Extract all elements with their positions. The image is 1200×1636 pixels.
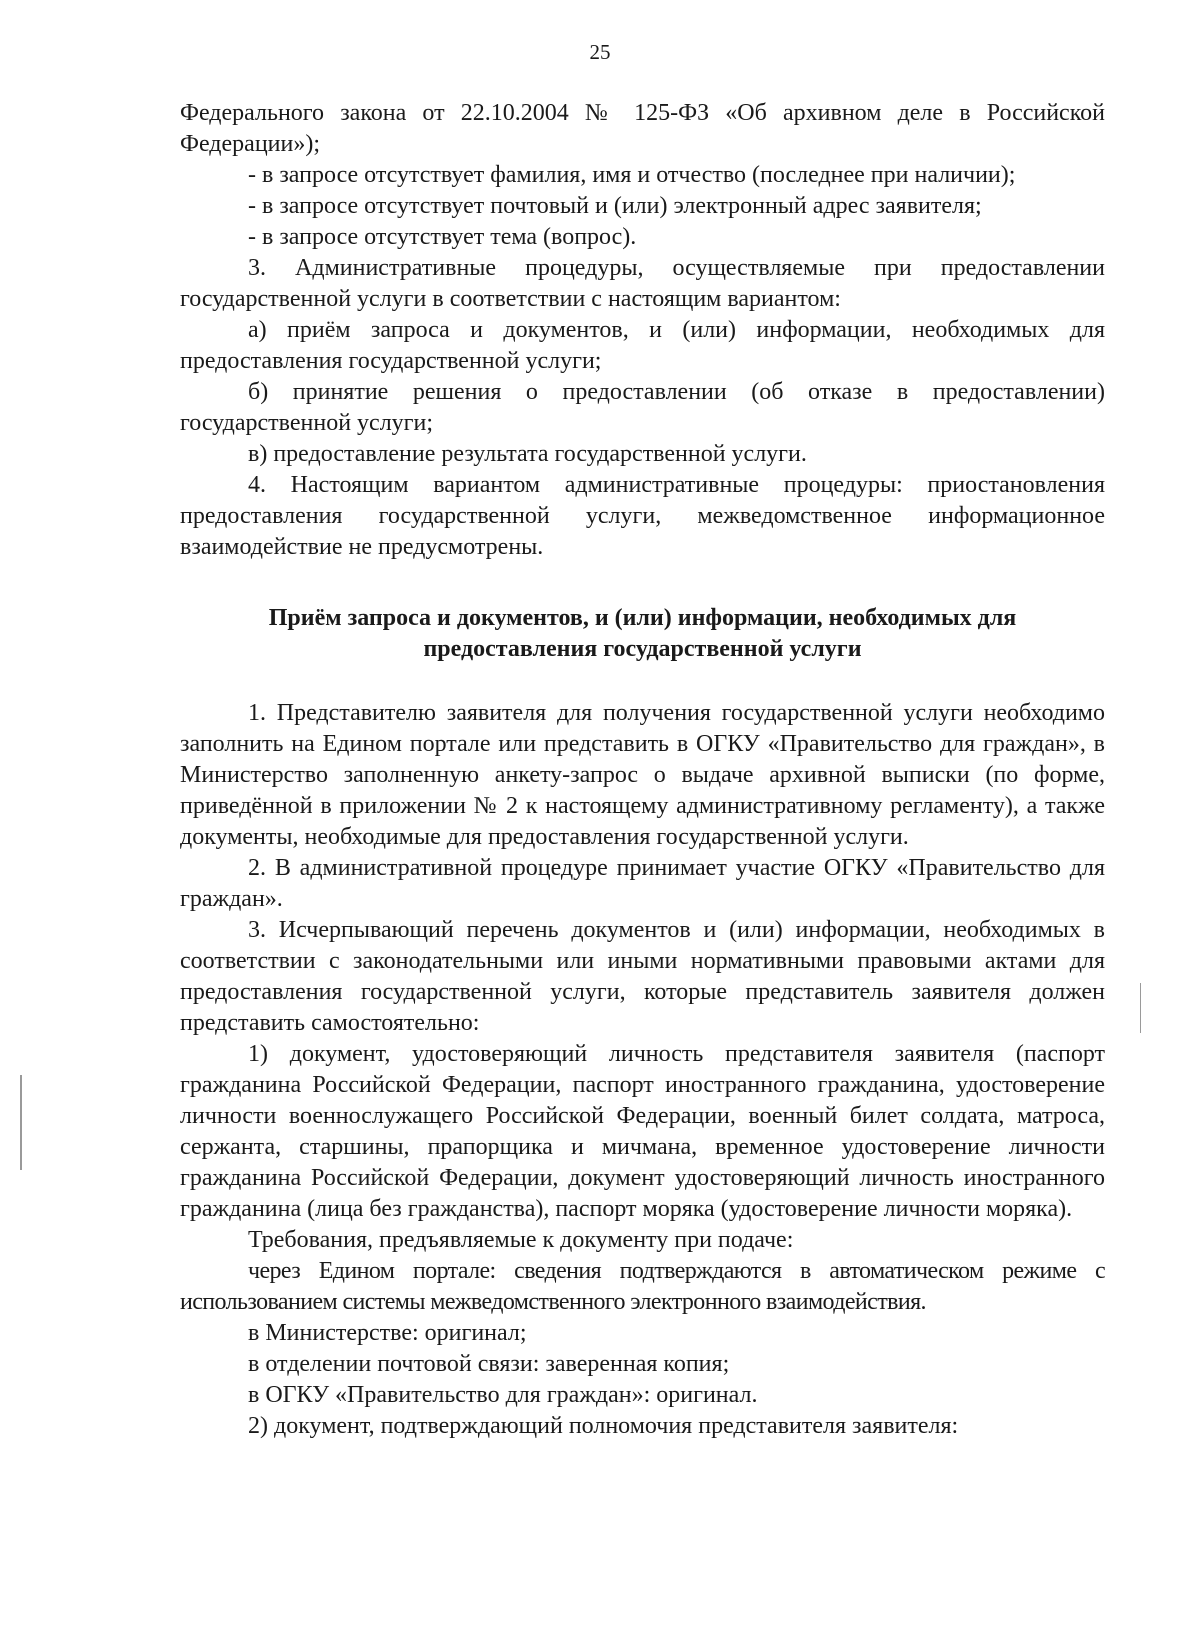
paragraph: 2) документ, подтверждающий полномочия представителя заявителя:	[248, 1413, 959, 1439]
paragraph: Требования, предъявляемые к документу при подаче:	[248, 1227, 794, 1253]
paragraph: 4. Настоящим вариантом административные процедуры: приостановления предоставления государственной услуги, межведомственное информационное взаимодействие не предусмотрены.	[180, 472, 1105, 560]
paragraph: Федерального закона от 22.10.2004 № 125-ФЗ «Об архивном деле в Российской Федерации»);	[180, 100, 1105, 157]
scan-artifact-left	[20, 1075, 22, 1170]
paragraph: 1) документ, удостоверяющий личность представителя заявителя (паспорт гражданина Российской Федерации, паспорт иностранного гражданина, удостоверение личности военнослужащего Российской Федерации, военный билет солдата, матроса, сержанта, старшины, прапорщика и мичмана, временное удостоверение личности гражданина Российской Федерации, документ удостоверяющий личность иностранного гражданина (лица без гражданства), паспорт моряка (удостоверение личности моряка).	[180, 1041, 1105, 1222]
paragraph: 3. Исчерпывающий перечень документов и (или) информации, необходимых в соответствии с законодательными или иными нормативными правовыми актами для предоставления государственной услуги, которые представитель заявителя должен представить самостоятельно:	[180, 917, 1105, 1036]
paragraph: - в запросе отсутствует почтовый и (или) электронный адрес заявителя;	[248, 193, 982, 219]
text-block-bottom	[180, 698, 1105, 1442]
paragraph: - в запросе отсутствует фамилия, имя и отчество (последнее при наличии);	[248, 162, 1016, 188]
paragraph: 3. Административные процедуры, осуществляемые при предоставлении государственной услуги в соответствии с настоящим вариантом:	[180, 255, 1105, 312]
paragraph: б) принятие решения о предоставлении (об отказе в предоставлении) государственной услуги;	[180, 379, 1105, 436]
paragraph: в Министерстве: оригинал;	[248, 1320, 527, 1346]
paragraph: в отделении почтовой связи: заверенная копия;	[248, 1351, 730, 1377]
paragraph: а) приём запроса и документов, и (или) информации, необходимых для предоставления государственной услуги;	[180, 317, 1105, 374]
paragraph: 1. Представителю заявителя для получения государственной услуги необходимо заполнить на Едином портале или представить в ОГКУ «Правительство для граждан», в Министерство заполненную анкету-запрос о выдаче архивной выписки (по форме, приведённой в приложении № 2 к настоящему административному регламенту), а также документы, необходимые для предоставления государственной услуги.	[180, 700, 1105, 850]
paragraph: через Едином портале: сведения подтверждаются в автоматическом режиме с использованием системы межведомственного электронного взаимодействия.	[180, 1258, 1105, 1315]
paragraph: в) предоставление результата государственной услуги.	[248, 441, 807, 467]
scan-artifact-right	[1140, 983, 1141, 1033]
text-block-top	[180, 98, 1105, 563]
paragraph: 2. В административной процедуре принимает участие ОГКУ «Правительство для граждан».	[180, 855, 1105, 912]
page-number: 25	[589, 40, 611, 64]
section-heading: Приём запроса и документов, и (или) информации, необходимых для предоставления государственной услуги	[268, 605, 1017, 662]
paragraph: в ОГКУ «Правительство для граждан»: оригинал.	[248, 1382, 758, 1408]
paragraph: - в запросе отсутствует тема (вопрос).	[248, 224, 637, 250]
